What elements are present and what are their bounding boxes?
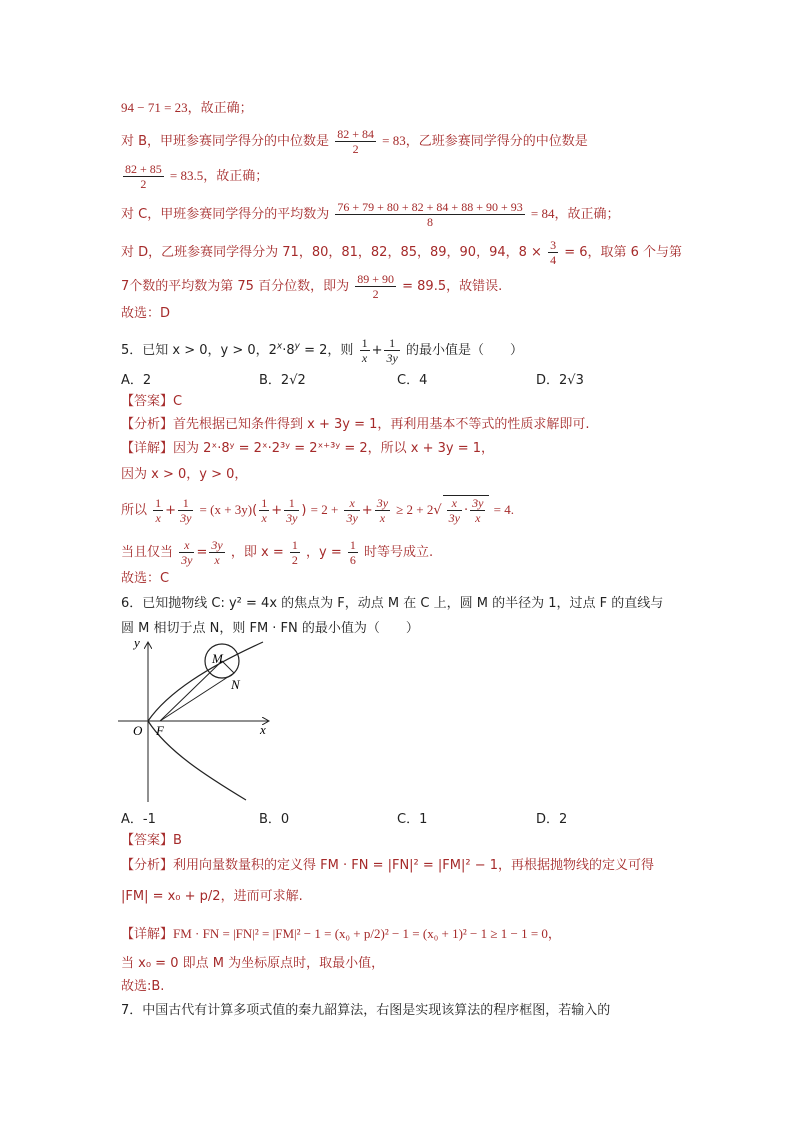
option-b-explanation: 对 B，甲班参赛同学得分的中位数是 $\frac{82 + 84}{2}$ = 83，乙班参赛同学得分的中位数是 <box>121 127 588 156</box>
q6-detail-2: 当 x₀ = 0 即点 M 为坐标原点时，取最小值， <box>121 956 385 971</box>
choose-d: 故选：D <box>121 306 171 321</box>
q6-option-a: A．-1 <box>121 812 156 827</box>
text-line-1: 94 − 71 = 23，故正确； <box>121 100 253 115</box>
q6-detail-1: 【详解】FM · FN = |FN|² = |FM|² − 1 = (x₀ + p/2)² − 1 = (x₀ + 1)² − 1 ≥ 1 − 1 = 0， <box>121 926 561 942</box>
line-fm <box>160 661 222 721</box>
question-6-stem-2: 圆 M 相切于点 N，则 FM · FN 的最小值为（ ） <box>121 621 419 636</box>
q6-answer: 【答案】B <box>121 833 182 848</box>
q6-option-b: B．0 <box>259 812 290 827</box>
option-c-explanation: 对 C，甲班参赛同学得分的平均数为 $\frac{76 + 79 + 80 + 82 + 84 + 88 + 90 + 93}{8}$ = 84，故正确； <box>121 200 620 229</box>
q6-analysis-1: 【分析】利用向量数量积的定义得 FM · FN = |FN|² = |FM|² − 1，再根据抛物线的定义可得 <box>121 858 655 873</box>
option-d-explanation: 对 D，乙班参赛同学得分为 71，80，81，82，85，89，90，94，8 × $\frac{3}{4}$ = 6，取第 6 个与第 <box>121 238 683 267</box>
q6-choose: 故选:B. <box>121 979 165 994</box>
option-d-explanation-cont: 7个数的平均数为第 75 百分位数，即为 $\frac{89 + 90}{2}$ = 89.5，故错误. <box>121 272 503 301</box>
q5-detail-3: 所以 $\frac{1}{x}$ + $\frac{1}{3y}$ = (x + 3y)( $\frac{1}{x}$ + $\frac{1}{3y}$ ) = 2 + $\frac{x}{3y}$ + $\frac{3y}{x}$ ≥ 2 + 2√ $\frac{x}{3y}$ · $\frac{3y}{x}$ = 4. <box>121 496 514 525</box>
q6-analysis-2: |FM| = x₀ + p/2，进而可求解. <box>121 889 303 904</box>
q5-option-d: D．2√3 <box>536 373 584 388</box>
q5-detail-4: 当且仅当 $\frac{x}{3y}$ = $\frac{3y}{x}$ ，即 x = $\frac{1}{2}$ ，y = $\frac{1}{6}$ 时等号成立. <box>121 538 434 567</box>
q6-option-d: D．2 <box>536 812 568 827</box>
label-y: y <box>134 637 140 650</box>
question-7-stem: 7．中国古代有计算多项式值的秦九韶算法，右图是实现该算法的程序框图，若输入的 <box>121 1003 611 1018</box>
q5-option-a: A．2 <box>121 373 152 388</box>
q5-option-b: B．2√2 <box>259 373 306 388</box>
radius-mn <box>222 661 234 673</box>
parabola-figure <box>118 637 278 807</box>
q5-option-c: C．4 <box>397 373 428 388</box>
question-5-stem: 5．已知 x > 0，y > 0，$2^x\cdot 8^y = 2$，则 $\frac{1}{x}$ + $\frac{1}{3y}$ 的最小值是（ ） <box>121 336 523 365</box>
label-f: F <box>156 723 164 738</box>
q5-analysis: 【分析】首先根据已知条件得到 x + 3y = 1，再利用基本不等式的性质求解即可. <box>121 417 590 432</box>
label-n: N <box>231 677 240 692</box>
label-o: O <box>133 723 143 738</box>
question-6-stem-1: 6．已知抛物线 C: y² = 4x 的焦点为 F，动点 M 在 C 上，圆 M 的半径为 1，过点 F 的直线与 <box>121 596 664 611</box>
q5-detail-2: 因为 x > 0，y > 0， <box>121 467 248 482</box>
label-m: M <box>212 651 223 666</box>
label-x: x <box>260 722 266 737</box>
q6-option-c: C．1 <box>397 812 428 827</box>
option-b-explanation-cont: $\frac{82 + 85}{2}$ = 83.5，故正确； <box>125 162 269 191</box>
q5-detail-1: 【详解】因为 2ˣ·8ʸ = 2ˣ·2³ʸ = 2ˣ⁺³ʸ = 2，所以 x + 3y = 1， <box>121 441 495 456</box>
q5-choose: 故选：C <box>121 571 170 586</box>
q5-answer: 【答案】C <box>121 394 183 409</box>
